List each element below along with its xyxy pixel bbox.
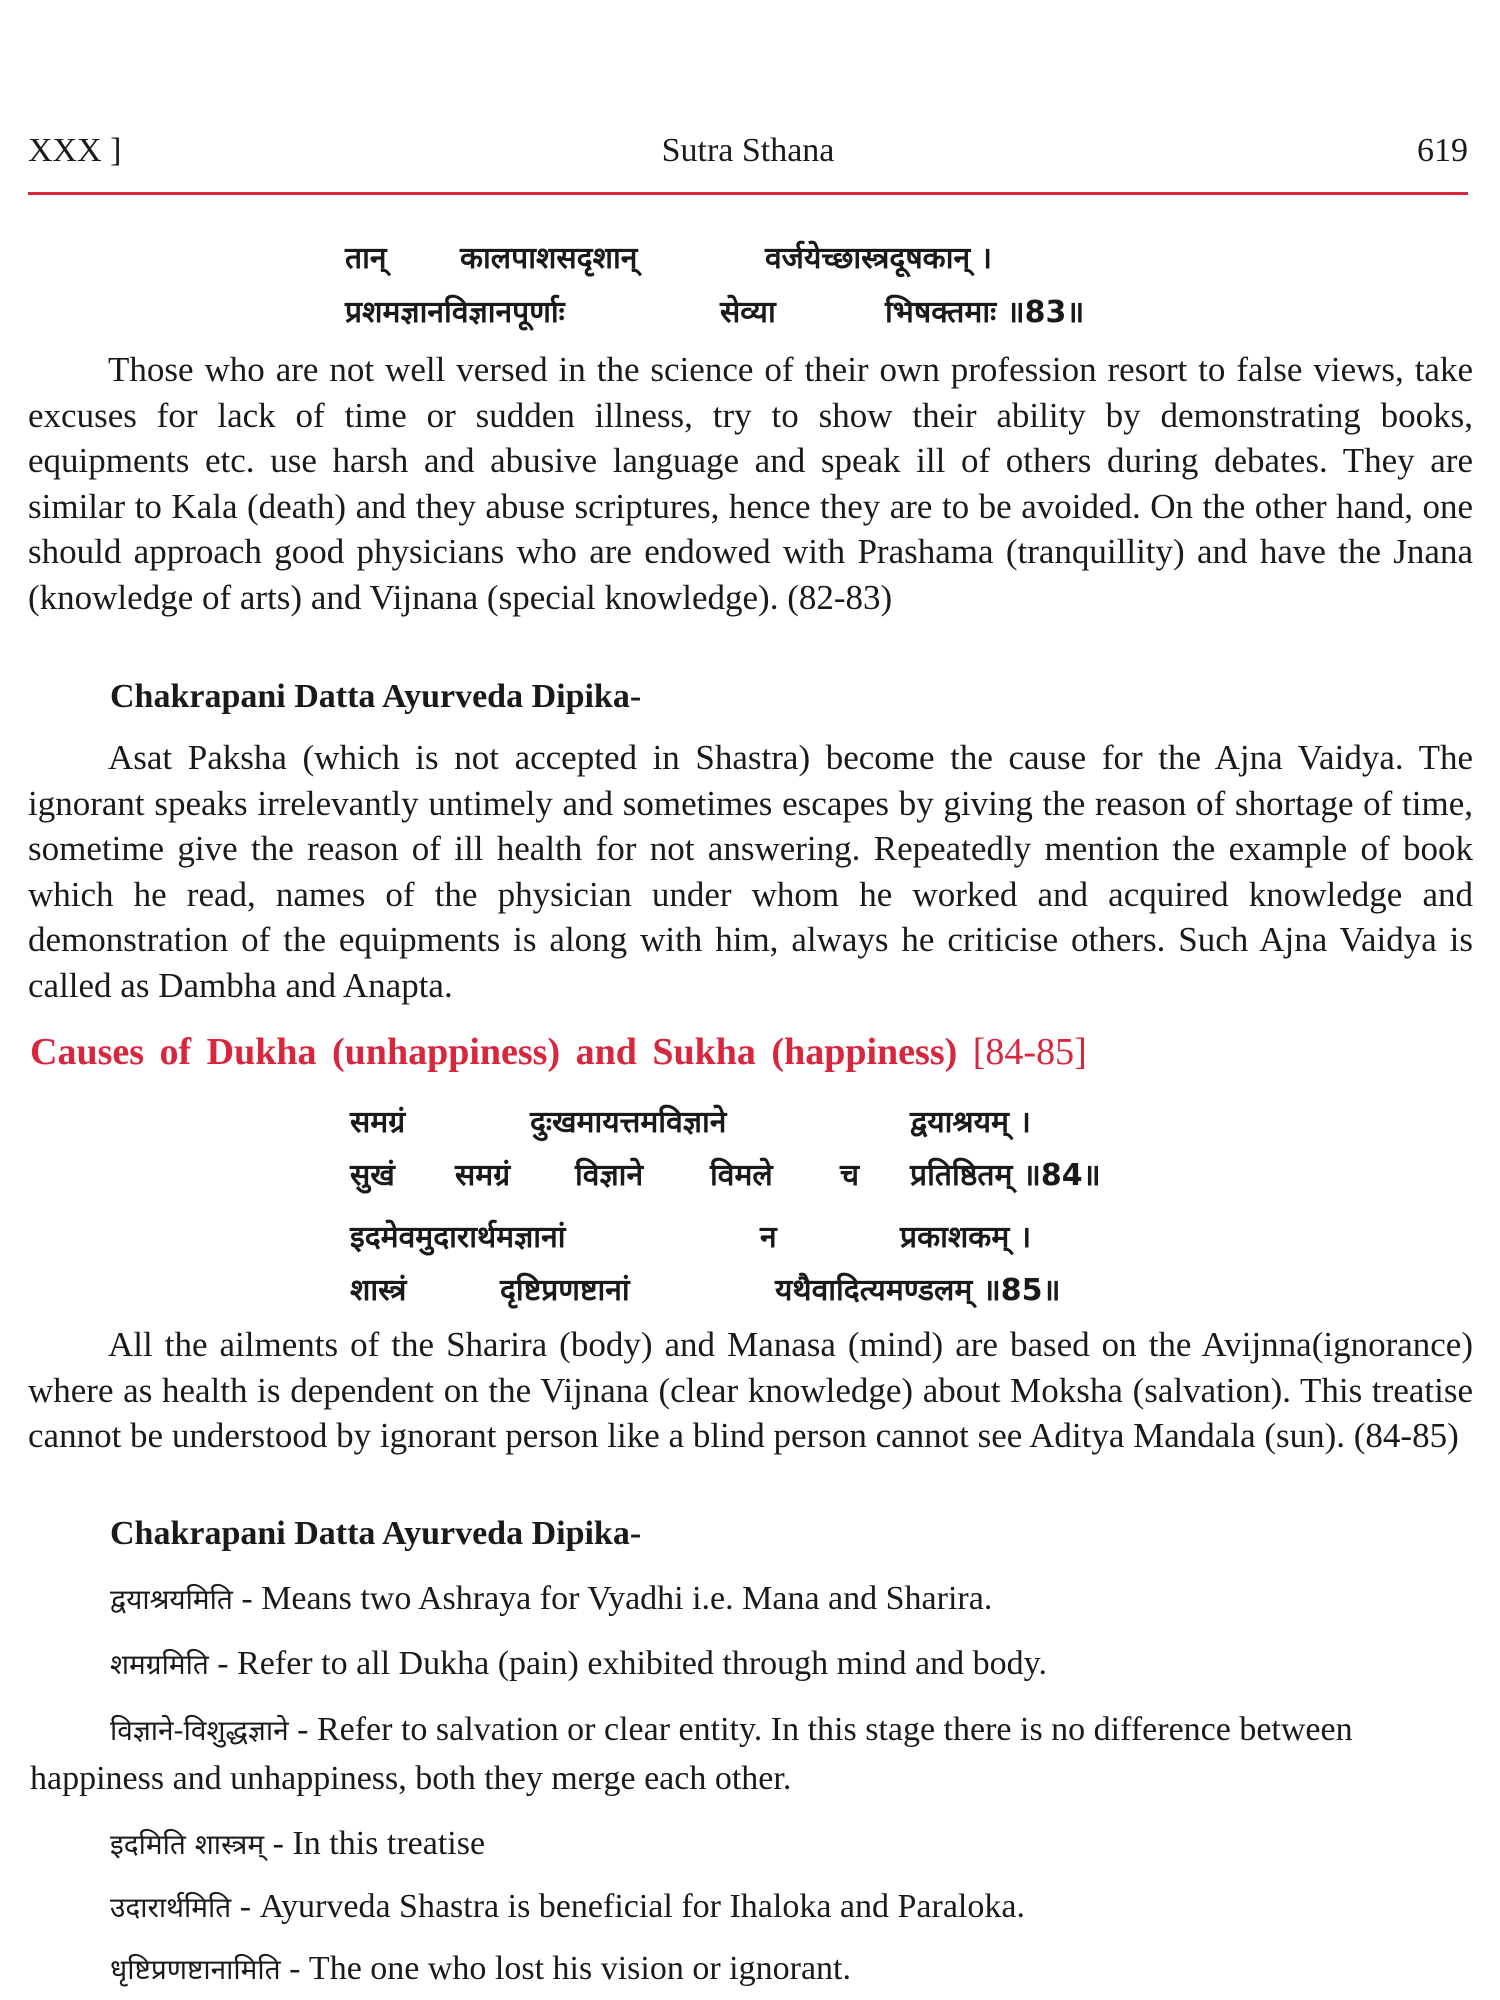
- glossary-item: [110, 1950, 851, 1988]
- glossary-text: - The one who lost his vision or ignorant.: [280, 1950, 851, 1987]
- verse-word: प्रतिष्ठितम् ॥84॥: [910, 1158, 1101, 1193]
- verse-word: विमले: [710, 1158, 773, 1193]
- section-title-text: Causes of Dukha (unhappiness) and Sukha (happiness): [30, 1031, 958, 1073]
- verse-word: प्रशमज्ञानविज्ञानपूर्णाः: [345, 295, 565, 330]
- section-heading: [30, 1030, 1087, 1074]
- verse-word: सुखं: [350, 1158, 395, 1193]
- verse-word: विज्ञाने: [575, 1158, 644, 1193]
- glossary-term: शमग्रमिति: [110, 1648, 209, 1681]
- verse-word: द्वयाश्रयम् ।: [910, 1105, 1031, 1140]
- chapter-marker: XXX ]: [28, 132, 122, 169]
- glossary-item: [110, 1580, 992, 1618]
- glossary-term: उदारार्थमिति: [110, 1891, 232, 1924]
- glossary-item: [110, 1645, 1047, 1683]
- verse-word: दुःखमायत्तमविज्ञाने: [530, 1105, 727, 1140]
- verse-word: वर्जयेच्छास्त्रदूषकान् ।: [765, 241, 992, 276]
- running-header: [28, 132, 1468, 172]
- page-title: Sutra Sthana: [661, 132, 835, 169]
- glossary-term: विज्ञाने-विशुद्धज्ञाने: [110, 1714, 289, 1747]
- glossary-item: [110, 1888, 1025, 1926]
- verse-word: तान्: [345, 241, 387, 276]
- verse-word: दृष्टिप्रणष्टानां: [500, 1273, 630, 1308]
- verse-word: कालपाशसदृशान्: [460, 241, 638, 276]
- page-number: 619: [1417, 132, 1468, 169]
- glossary-text: - Refer to all Dukha (pain) exhibited through mind and body.: [208, 1645, 1047, 1682]
- glossary-text: - In this treatise: [264, 1825, 486, 1862]
- glossary-text: - Means two Ashraya for Vyadhi i.e. Mana and Sharira.: [232, 1580, 993, 1617]
- verse-word: इदमेवमुदारार्थमज्ञानां: [350, 1220, 566, 1255]
- verse-word: समग्रं: [350, 1105, 406, 1140]
- translation-paragraph-1: Those who are not well versed in the science of their own profession resort to false views, take excuses for lack of time or sudden illness, try to show their ability by demonstrating books, equipments etc. use harsh and abusive language and speak ill of others during debates. They are similar to Kala (death) and they abuse scriptures, hence they are to be avoided. On the other hand, one should approach good physicians who are endowed with Prashama (tranquillity) and have the Jnana (knowledge of arts) and Vijnana (special knowledge). (82-83): [28, 350, 1473, 617]
- verse-word: सेव्या: [720, 295, 776, 330]
- verse-word: च: [840, 1158, 860, 1193]
- glossary-text: - Ayurveda Shastra is beneficial for Ihaloka and Paraloka.: [231, 1888, 1025, 1925]
- glossary-term: धृष्टिप्रणष्टानामिति: [110, 1953, 281, 1986]
- commentary-heading-2: Chakrapani Datta Ayurveda Dipika-: [110, 1515, 642, 1552]
- commentary-paragraph-1: Asat Paksha (which is not accepted in Shastra) become the cause for the Ajna Vaidya. The ignorant speaks irrelevantly untimely and sometimes escapes by giving the reason of shortage of time, sometime give the reason of ill health for not answering. Repeatedly mention the example of book which he read, names of the physician under whom he worked and acquired knowledge and demonstration of the equipments is along with him, always he criticise others. Such Ajna Vaidya is called as Dambha and Anapta.: [28, 738, 1473, 1005]
- glossary-item: [30, 1706, 1475, 1803]
- verse-word: समग्रं: [455, 1158, 511, 1193]
- section-ref: [84-85]: [972, 1031, 1087, 1073]
- commentary-heading-1: Chakrapani Datta Ayurveda Dipika-: [110, 678, 642, 715]
- glossary-text: - Refer to salvation or clear entity. In this stage there is no difference between happiness and unhappiness, both they merge each other.: [30, 1711, 1353, 1797]
- glossary-term: इदमिति शास्त्रम्: [110, 1828, 265, 1861]
- verse-word: न: [760, 1220, 777, 1255]
- verse-word: शास्त्रं: [350, 1273, 407, 1308]
- glossary-term: द्वयाश्रयमिति: [110, 1583, 233, 1616]
- translation-paragraph-2: All the ailments of the Sharira (body) and Manasa (mind) are based on the Avijnna(ignorance) where as health is dependent on the Vijnana (clear knowledge) about Moksha (salvation). This treatise cannot be understood by ignorant person like a blind person cannot see Aditya Mandala (sun). (84-85): [28, 1325, 1473, 1455]
- verse-word: यथैवादित्यमण्डलम् ॥85॥: [775, 1273, 1061, 1308]
- verse-word: भिषक्तमाः ॥83॥: [885, 295, 1085, 330]
- header-rule: [28, 192, 1468, 195]
- glossary-item: [110, 1825, 485, 1863]
- verse-word: प्रकाशकम् ।: [900, 1220, 1032, 1255]
